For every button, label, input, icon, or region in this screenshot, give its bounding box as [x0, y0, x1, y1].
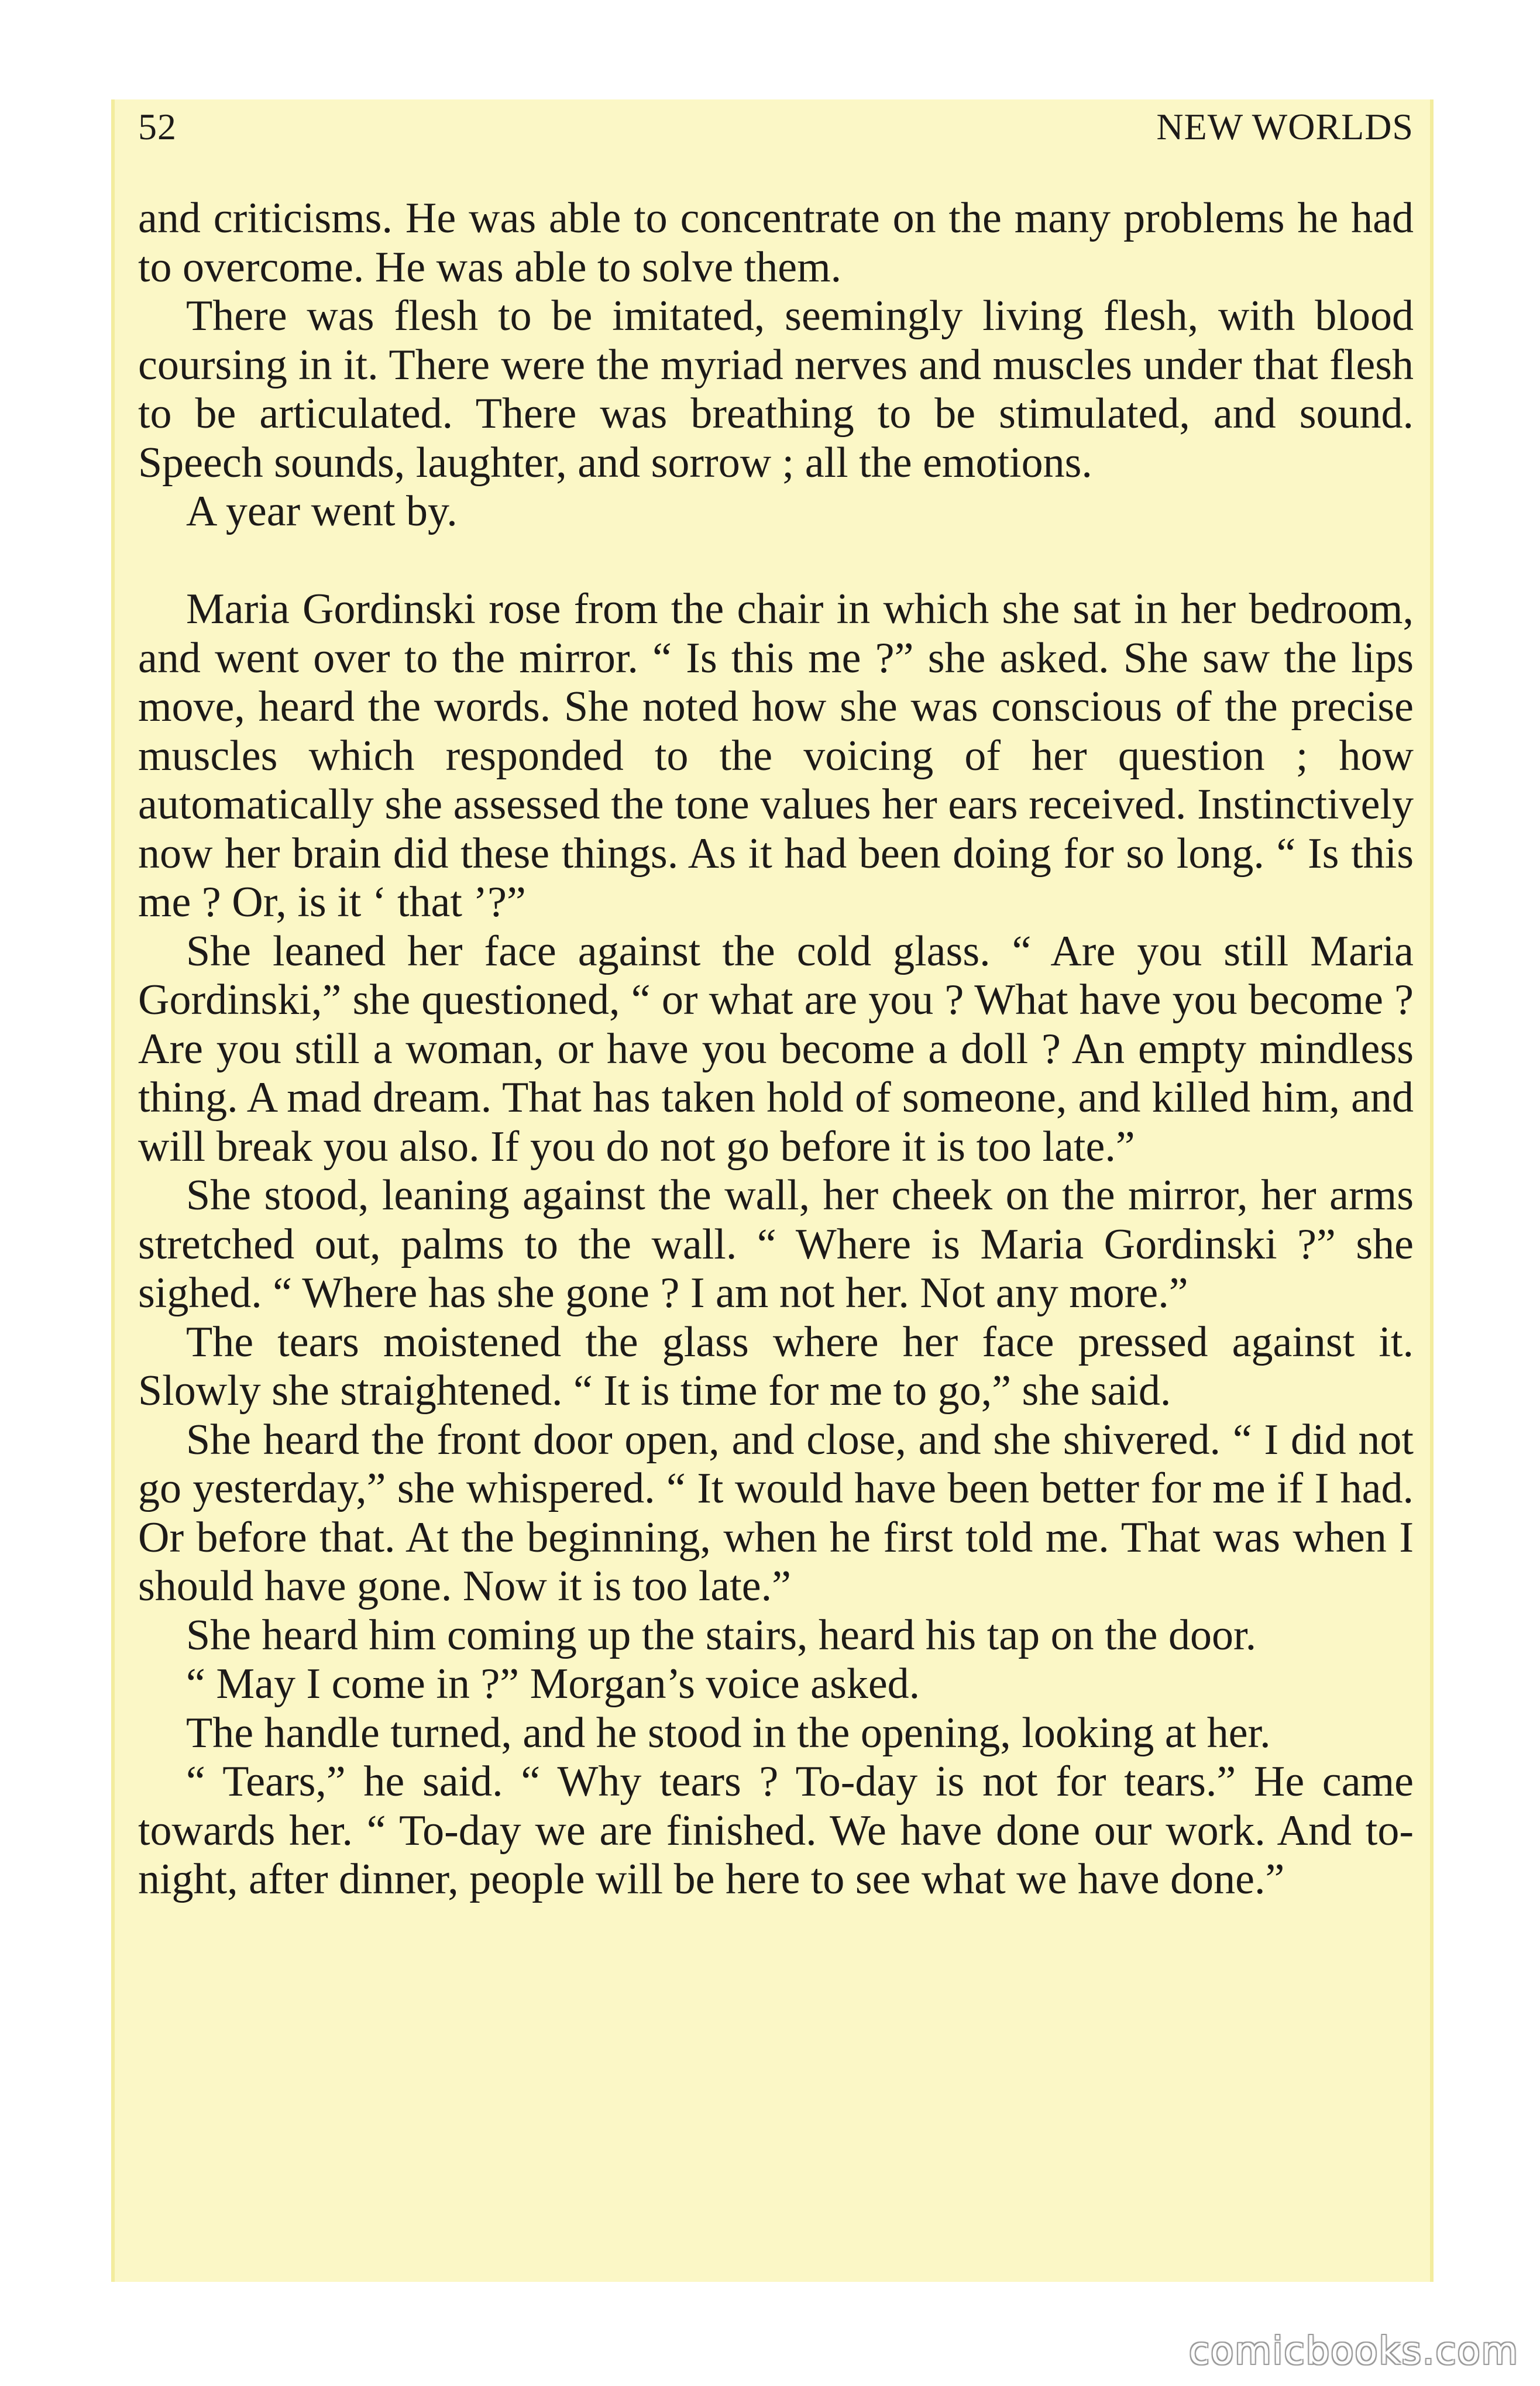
- section-break: [138, 537, 1414, 586]
- paragraph: She heard the front door open, and close, and she shivered. “ I did not go yesterday,” she whispered. “ It would have been better for me if I had. Or before that. At the beginning, when he first told me. That was when I should have gone. Now it is too late.”: [138, 1415, 1414, 1610]
- book-page: [111, 99, 1434, 2282]
- story-text: [138, 194, 1414, 1904]
- paragraph: “ Tears,” he said. “ Why tears ? To-day is not for tears.” He came towards her. “ To-day we are finished. We have done our work. And to-night, after dinner, people will be here to see what we have done.”: [138, 1758, 1414, 1903]
- page-number: 52: [138, 106, 177, 147]
- paragraph: She heard him coming up the stairs, heard his tap on the door.: [186, 1611, 1257, 1659]
- paragraph: The handle turned, and he stood in the opening, looking at her.: [186, 1708, 1271, 1757]
- page-header: [138, 105, 1414, 164]
- running-title: NEW WORLDS: [1156, 106, 1414, 147]
- paragraph: The tears moistened the glass where her face pressed against it. Slowly she straightened. “ It is time for me to go,” she said.: [138, 1318, 1414, 1415]
- paragraph: There was flesh to be imitated, seemingly living flesh, with blood coursing in it. There were the myriad nerves and muscles under that flesh to be articulated. There was breathing to be stimulated, and sound. Speech sounds, laughter, and sorrow ; all the emotions.: [138, 292, 1414, 487]
- paragraph: Maria Gordinski rose from the chair in which she sat in her bedroom, and went over to the mirror. “ Is this me ?” she asked. She saw the lips move, heard the words. She noted how she was conscious of the precise muscles which responded to the voicing of her question ; how automatically she assessed the tone values her ears received. Instinctively now her brain did these things. As it had been doing for so long. “ Is this me ? Or, is it ‘ that ’?”: [138, 585, 1414, 926]
- paragraph: and criticisms. He was able to concentrate on the many problems he had to overcome. He was able to solve them.: [138, 194, 1414, 291]
- paragraph: “ May I come in ?” Morgan’s voice asked.: [186, 1660, 920, 1708]
- paragraph: She leaned her face against the cold glass. “ Are you still Maria Gordinski,” she questioned, “ or what are you ? What have you become ? Are you still a woman, or have you become a doll ? An empty mindless thing. A mad dream. That has taken hold of someone, and killed him, and will break you also. If you do not go before it is too late.”: [138, 927, 1414, 1171]
- paragraph: A year went by.: [186, 487, 458, 535]
- paragraph: She stood, leaning against the wall, her cheek on the mirror, her arms stretched out, palms to the wall. “ Where is Maria Gordinski ?” she sighed. “ Where has she gone ? I am not her. Not any more.”: [138, 1171, 1414, 1317]
- site-watermark: comicbooks.com: [1188, 2330, 1519, 2373]
